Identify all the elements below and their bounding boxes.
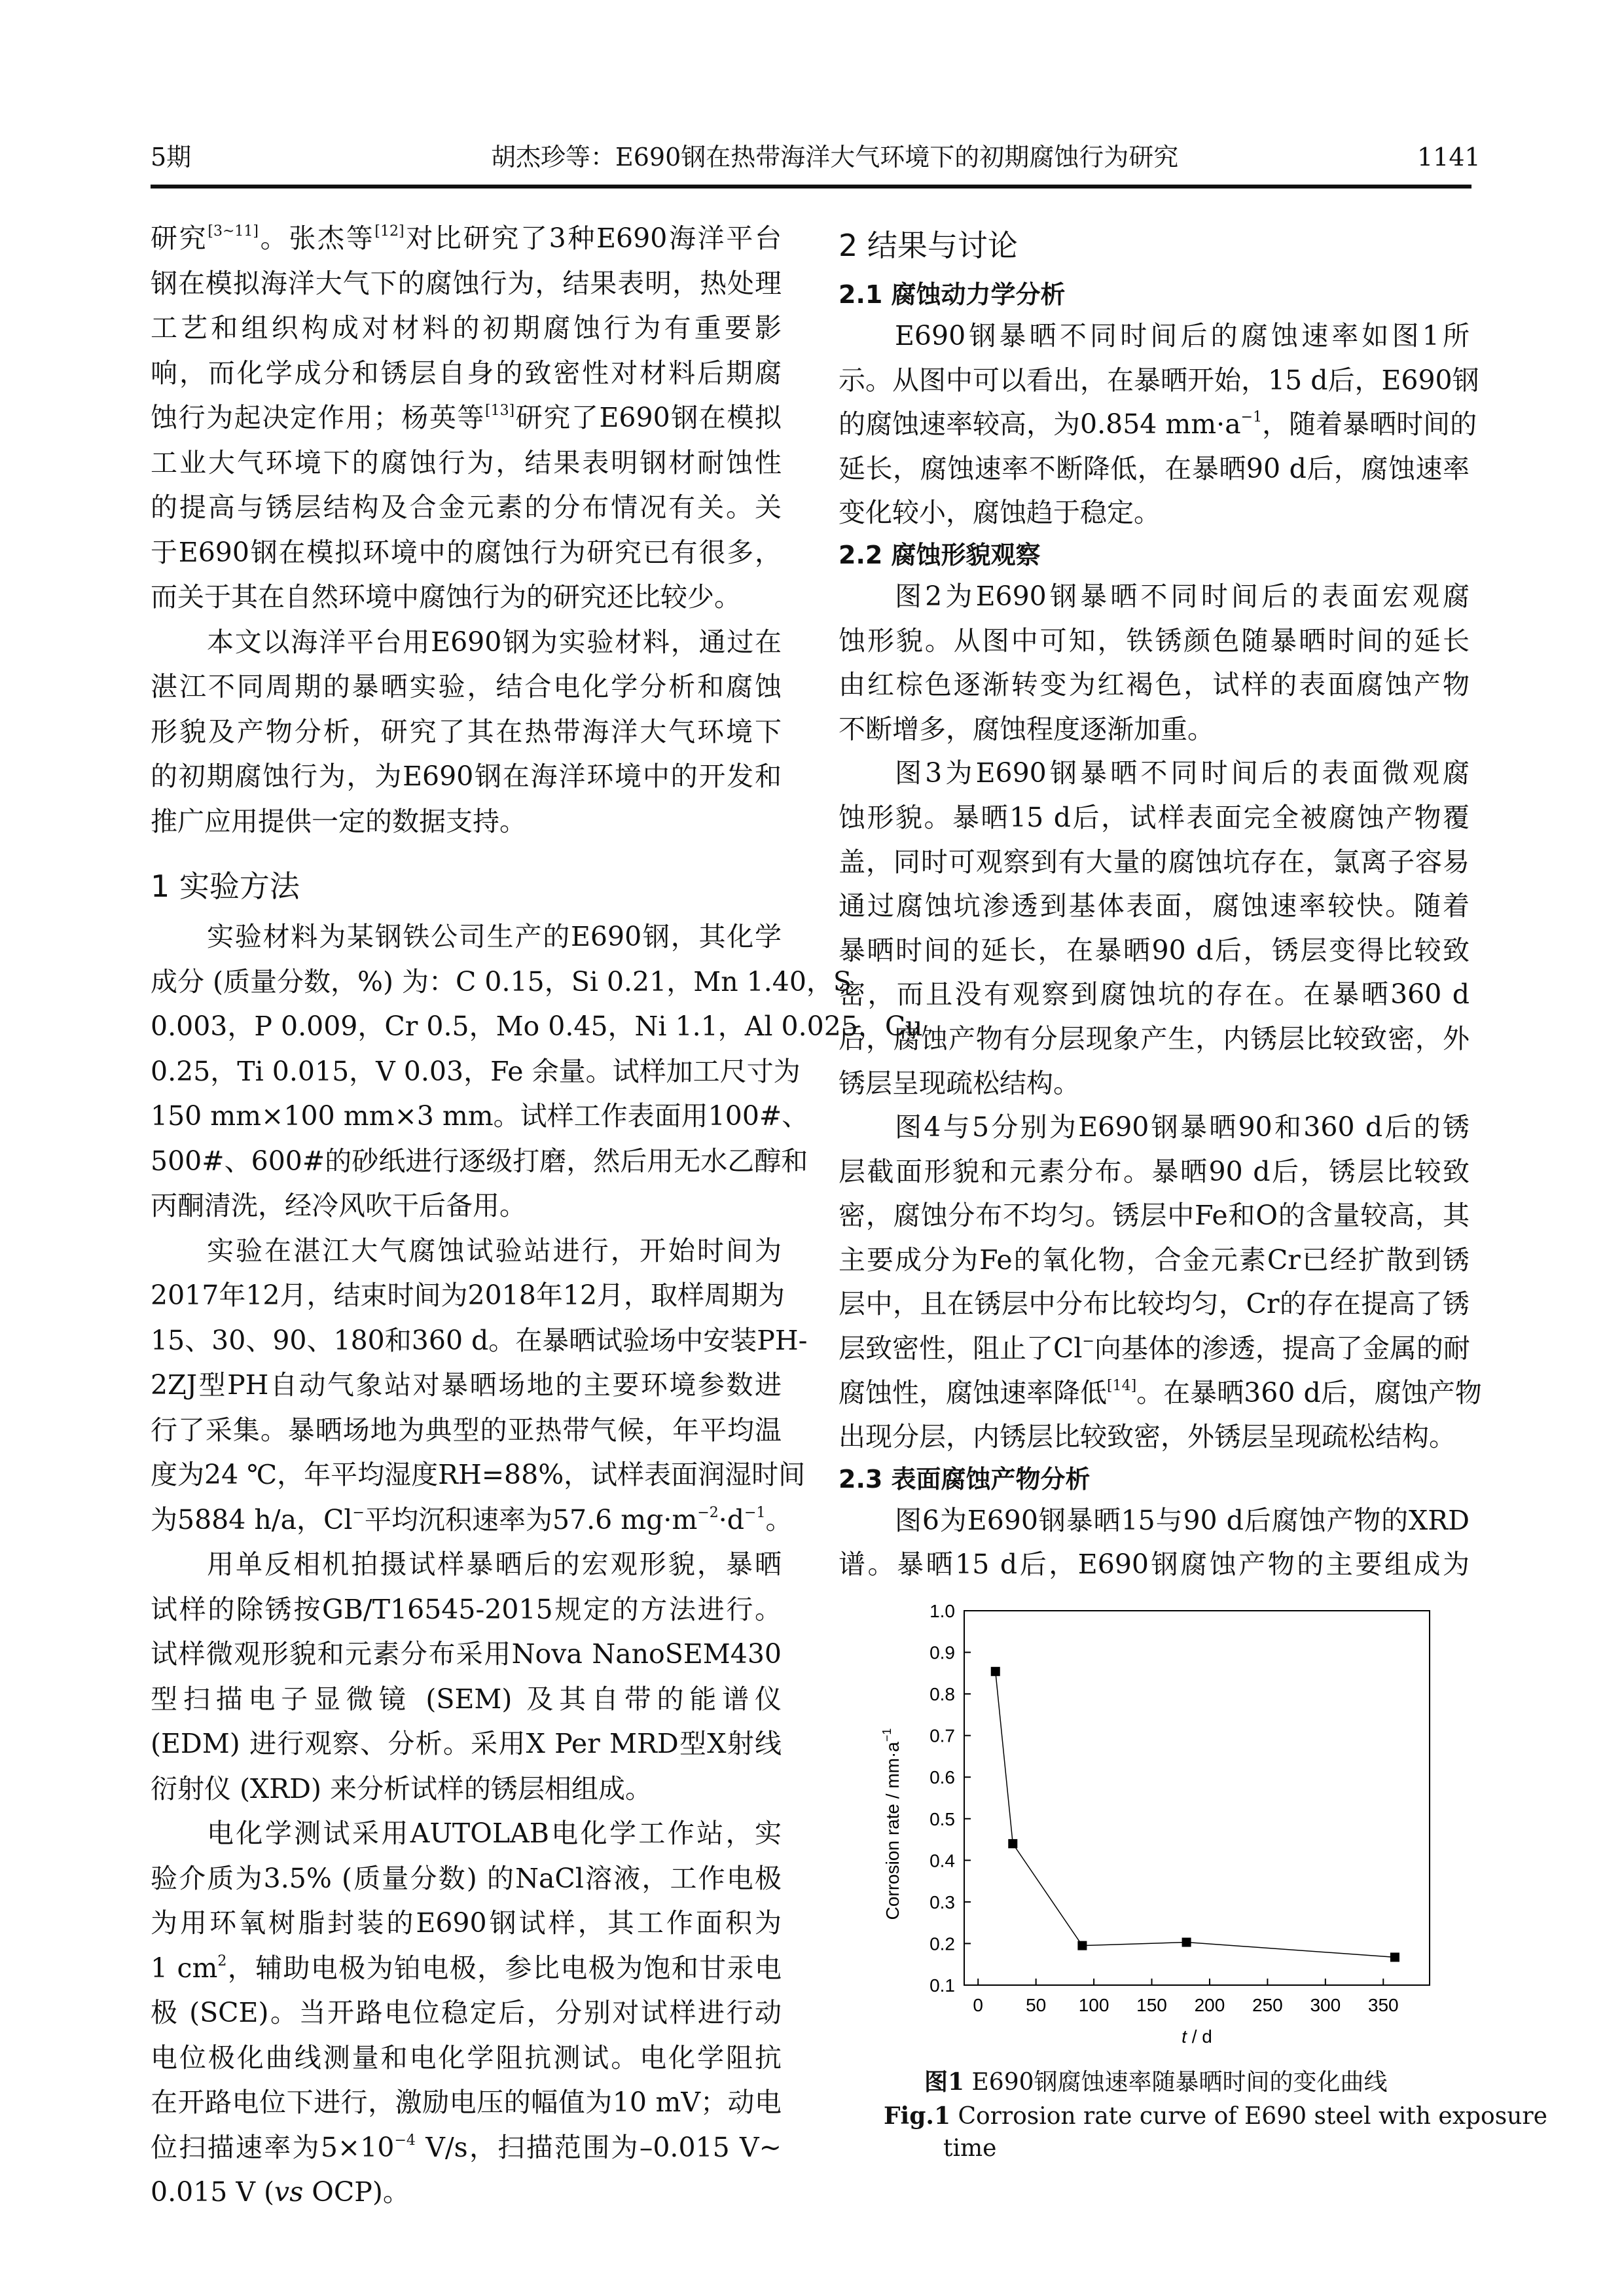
text-line: 为用环氧树脂封装的E690钢试样，其工作面积为 [151,1907,782,1939]
text-line: 实验在湛江大气腐蚀试验站进行，开始时间为 [207,1234,782,1266]
y-tick-label: 0.8 [929,1684,955,1705]
y-tick-label: 0.2 [929,1933,955,1954]
text-line: 成分 (质量分数，%) 为：C 0.15，Si 0.21，Mn 1.40，S [151,965,852,997]
text-line: 密，而且没有观察到腐蚀坑的存在。在暴晒360 d [839,978,1470,1011]
x-tick-label: 100 [1078,1995,1110,2015]
text-line: 不断增多，腐蚀程度逐渐加重。 [839,713,1214,745]
y-tick-label: 0.3 [929,1892,955,1912]
text-line: 150 mm×100 mm×3 mm。试样工作表面用100#、 [151,1100,809,1132]
figure-caption-cn [924,2066,1388,2099]
text-line: 盖，同时可观察到有大量的腐蚀坑存在，氯离子容易 [839,846,1470,878]
text-line: 形貌及产物分析，研究了其在热带海洋大气环境下 [151,715,782,747]
text-line: 用单反相机拍摄试样暴晒后的宏观形貌，暴晒 [207,1549,782,1580]
text-line: 1 $cm^2$，辅助电极为铂电极，参比电极为饱和甘汞电 [151,1952,782,1984]
text-line: 极 (SCE)。当开路电位稳定后，分别对试样进行动 [151,1997,782,2028]
data-point [1182,1938,1191,1947]
figure-caption-en [884,2100,1547,2133]
text-line: 电化学测试采用AUTOLAB电化学工作站，实 [207,1818,782,1849]
text-line: 位扫描速率为$5\times 10^{-4}$ V/s，扫描范围为–0.015 V~ [151,2131,782,2163]
text-line: 蚀行为起决定作用；杨英等[13]研究了E690钢在模拟 [151,402,782,433]
subsection-heading: 2.2 腐蚀形貌观察 [839,540,1041,569]
y-tick-label: 0.7 [929,1725,955,1746]
caption-text-en: Corrosion rate curve of E690 steel with exposure [950,2103,1547,2130]
y-tick-label: 0.6 [929,1767,955,1788]
text-line: (EDM) 进行观察、分析。采用X Per MRD型X射线 [151,1728,782,1759]
y-tick-label: 0.5 [929,1808,955,1829]
superscript: −1 [1240,409,1263,426]
text-line: 谱。暴晒15 d后，E690钢腐蚀产物的主要组成为 [839,1549,1470,1581]
text-line: 研究[3~11]。张杰等[12]对比研究了3种E690海洋平台 [151,223,782,254]
text-line: 图2为E690钢暴晒不同时间后的表面宏观腐 [895,580,1470,612]
section-heading: 2 结果与讨论 [839,228,1018,263]
text-line: 而关于其在自然环境中腐蚀行为的研究还比较少。 [151,581,741,613]
section-heading: 1 实验方法 [151,869,300,904]
superscript: [13] [484,403,515,419]
superscript: [3~11] [208,223,259,240]
text-line: 验介质为3.5% (质量分数) 的NaCl溶液，工作电极 [151,1862,782,1894]
text-line: 的腐蚀速率较高，为0.854 $mm\cdot a^{-1}$，随着暴晒时间的 [839,408,1477,440]
text-line: 实验材料为某钢铁公司生产的E690钢，其化学 [207,921,782,952]
text-line: 衍射仪 (XRD) 来分析试样的锈层相组成。 [151,1772,652,1804]
figure-label-en: Fig.1 [884,2102,950,2130]
data-point [1390,1952,1399,1962]
superscript: [12] [374,223,405,240]
text-line: 层致密性，阻止了Cl−向基体的渗透，提高了金属的耐 [839,1333,1470,1365]
x-axis-label: t / d [1182,2026,1212,2047]
x-tick-label: 0 [973,1995,984,2015]
text-line: 的初期腐蚀行为，为E690钢在海洋环境中的开发和 [151,761,782,792]
y-tick-label: 0.4 [929,1850,955,1871]
text-line: 湛江不同周期的暴晒实验，结合电化学分析和腐蚀 [151,671,782,702]
text-line: 示。从图中可以看出，在暴晒开始，15 d后，E690钢 [839,364,1479,396]
text-line: 通过腐蚀坑渗透到基体表面，腐蚀速率较快。随着 [839,890,1470,922]
text-line: 0.25，Ti 0.015，V 0.03，Fe 余量。试样加工尺寸为 [151,1055,801,1087]
page-number: 1141 [1417,143,1481,171]
text-line: 2ZJ型PH自动气象站对暴晒场地的主要环境参数进 [151,1369,782,1401]
text-line: 度为24 ℃，年平均湿度RH=88%，试样表面润湿时间 [151,1459,806,1490]
issue-number: 5期 [151,143,192,171]
data-point [1077,1941,1087,1950]
text-line: 暴晒时间的延长，在暴晒90 d后，锈层变得比较致 [839,934,1470,966]
text-line: 500#、600#的砂纸进行逐级打磨，然后用无水乙醇和 [151,1145,808,1177]
text-line: 后，腐蚀产物有分层现象产生，内锈层比较致密，外 [839,1022,1470,1054]
text-line: 型扫描电子显微镜 (SEM) 及其自带的能谱仪 [151,1683,782,1715]
superscript: 2 [217,1952,227,1969]
text-line: 丙酮清洗，经冷风吹干后备用。 [151,1190,526,1221]
text-line: 蚀形貌。从图中可知，铁锈颜色随暴晒时间的延长 [839,624,1470,656]
y-tick-label: 0.9 [929,1642,955,1663]
figure-label-cn: 图1 [924,2068,965,2096]
text-line: 图3为E690钢暴晒不同时间后的表面微观腐 [895,757,1470,789]
x-tick-label: 150 [1136,1995,1167,2015]
text-line: 主要成分为Fe的氧化物，合金元素Cr已经扩散到锈 [839,1244,1470,1276]
text-line: 电位极化曲线测量和电化学阻抗测试。电化学阻抗 [151,2041,782,2073]
text-line: 本文以海洋平台用E690钢为实验材料，通过在 [207,626,782,658]
text-line: 层截面形貌和元素分布。暴晒90 d后，锈层比较致 [839,1155,1470,1187]
text-line: 2017年12月，结束时间为2018年12月，取样周期为 [151,1280,785,1311]
text-line: 工艺和组织构成对材料的初期腐蚀行为有重要影 [151,312,782,344]
text-line: 的提高与锈层结构及合金元素的分布情况有关。关 [151,492,782,523]
text-line: 蚀形貌。暴晒15 d后，试样表面完全被腐蚀产物覆 [839,801,1470,833]
text-line: 响，而化学成分和锈层自身的致密性对材料后期腐 [151,357,782,389]
text-line: 试样微观形貌和元素分布采用Nova NanoSEM430 [151,1638,782,1670]
subsection-heading: 2.1 腐蚀动力学分析 [839,280,1066,309]
y-tick-label: 1.0 [929,1601,955,1621]
text-line: 出现分层，内锈层比较致密，外锈层呈现疏松结构。 [839,1421,1456,1453]
header-rule [151,185,1471,188]
data-point [991,1667,1000,1676]
text-line: 工业大气环境下的腐蚀行为，结果表明钢材耐蚀性 [151,446,782,478]
text-line: 图6为E690钢暴晒15与90 d后腐蚀产物的XRD [895,1504,1470,1536]
text-line: 为5884 h/a，Cl−平均沉积速率为57.6 $mg\cdot m^{-2}\cdot d^{-1}$。 [151,1503,793,1535]
text-line: 试样的除锈按GB/T16545-2015规定的方法进行。 [151,1593,782,1625]
running-title: 胡杰珍等：E690钢在热带海洋大气环境下的初期腐蚀行为研究 [491,143,1179,171]
text-line: 锈层呈现疏松结构。 [839,1067,1080,1099]
text-line: E690钢暴晒不同时间后的腐蚀速率如图1所 [895,320,1470,351]
superscript: −1 [744,1504,766,1521]
superscript: − [1082,1333,1094,1350]
text-line: 行了采集。暴晒场地为典型的亚热带气候，年平均温 [151,1414,782,1446]
x-tick-label: 200 [1194,1995,1225,2015]
text-line: 图4与5分别为E690钢暴晒90和360 d后的锈 [895,1111,1470,1143]
x-tick-label: 250 [1252,1995,1283,2015]
text-line: 推广应用提供一定的数据支持。 [151,805,526,837]
superscript: −4 [394,2132,416,2149]
text-line: 在开路电位下进行，激励电压的幅值为10 mV；动电 [151,2087,782,2118]
italic-text: vs [274,2176,304,2208]
superscript: [14] [1107,1377,1137,1394]
data-point [1008,1839,1017,1848]
text-line: 钢在模拟海洋大气下的腐蚀行为，结果表明，热处理 [151,267,782,299]
series-line [996,1672,1395,1958]
text-line: 15、30、90、180和360 d。在暴晒试验场中安装PH- [151,1324,808,1356]
text-line: 变化较小，腐蚀趋于稳定。 [839,497,1161,529]
figure-caption-en-line2: time [943,2135,997,2162]
text-line: 腐蚀性，腐蚀速率降低[14]。在暴晒360 d后，腐蚀产物 [839,1376,1482,1408]
text-line: 由红棕色逐渐转变为红褐色，试样的表面腐蚀产物 [839,669,1470,701]
y-axis-label: Corrosion rate / $mm\cdot a^{-1}$ [880,1728,903,1920]
text-line: 0.015 V (vs OCP)。 [151,2176,410,2208]
superscript: −2 [697,1504,719,1521]
right-column [839,216,1482,1587]
x-tick-label: 50 [1026,1995,1047,2015]
superscript: − [352,1504,365,1521]
x-tick-label: 300 [1310,1995,1341,2015]
caption-text-cn: E690钢腐蚀速率随暴晒时间的变化曲线 [964,2069,1388,2096]
text-line: 于E690钢在模拟环境中的腐蚀行为研究已有很多， [151,536,782,568]
y-tick-label: 0.1 [929,1975,955,1996]
text-line: 层中，且在锈层中分布比较均匀，Cr的存在提高了锈 [839,1288,1470,1320]
x-tick-label: 350 [1367,1995,1399,2015]
subsection-heading: 2.3 表面腐蚀产物分析 [839,1464,1091,1494]
text-line: 延长，腐蚀速率不断降低，在暴晒90 d后，腐蚀速率 [839,452,1470,484]
plot-frame [964,1611,1430,1985]
text-line: 0.003，P 0.009，Cr 0.5，Mo 0.45，Ni 1.1，Al 0.025，Cu [151,1011,923,1042]
text-line: 密，腐蚀分布不均匀。锈层中Fe和O的含量较高，其 [839,1200,1470,1232]
